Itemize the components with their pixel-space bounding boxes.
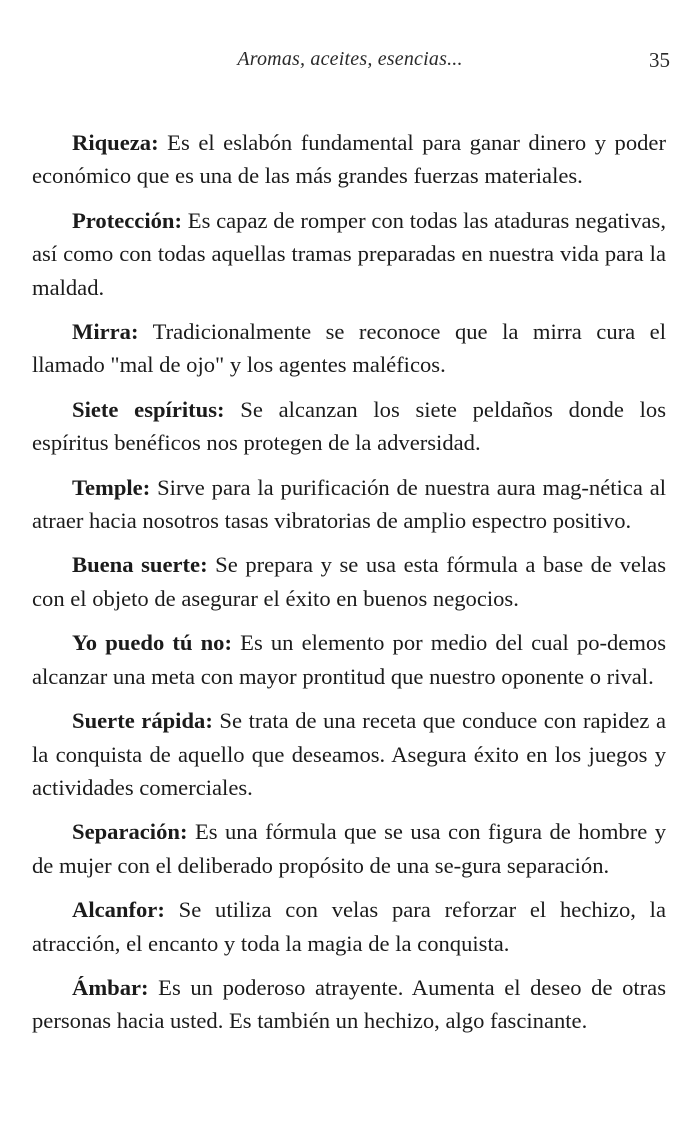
entry-temple xyxy=(32,471,666,538)
entry-text: Se alcanzan los siete peldaños donde los espíritus benéficos nos protegen de la adversidad. xyxy=(32,396,666,456)
entry-siete-espiritus xyxy=(32,393,666,460)
entry-term: Mirra: xyxy=(72,319,139,345)
entry-term: Siete espíritus: xyxy=(72,396,225,422)
entry-term: Riqueza: xyxy=(72,130,159,155)
running-head xyxy=(0,48,700,74)
entry-term: Alcanfor: xyxy=(72,897,165,923)
entry-text: Se utiliza con velas para reforzar el hechizo, la atracción, el encanto y toda la magia de la conquista. xyxy=(32,897,666,956)
entry-term: Protección: xyxy=(72,207,182,233)
entry-text: Se prepara y se usa esta fórmula a base de velas con el objeto de asegurar el éxito en buenos negocios. xyxy=(32,552,666,611)
page-number: 35 xyxy=(649,48,670,72)
entry-proteccion xyxy=(32,204,666,304)
entry-term: Yo puedo tú no: xyxy=(72,630,233,656)
entry-text: Es un elemento por medio del cual po-demos alcanzar una meta con mayor prontitud que nuestro oponente o rival. xyxy=(32,630,667,689)
entry-buena-suerte xyxy=(32,548,666,615)
entry-riqueza xyxy=(32,126,666,193)
entry-alcanfor xyxy=(32,893,666,960)
running-title: Aromas, aceites, esencias... xyxy=(237,48,463,70)
entry-text: Es una fórmula que se usa con figura de hombre y de mujer con el deliberado propósito de una se-gura separación. xyxy=(32,819,666,878)
entry-text: Es un poderoso atrayente. Aumenta el deseo de otras personas hacia usted. Es también un hechizo, algo fascinante. xyxy=(32,974,666,1034)
entry-text: Sirve para la purificación de nuestra aura mag-nética al atraer hacia nosotros tasas vibratorias de amplio espectro positivo. xyxy=(32,474,667,534)
entry-term: Ámbar: xyxy=(72,974,149,1000)
entry-ambar xyxy=(32,971,666,1038)
entry-term: Suerte rápida: xyxy=(72,708,213,734)
entry-term: Temple: xyxy=(72,474,151,500)
entry-separacion xyxy=(32,815,666,882)
entry-mirra xyxy=(32,315,666,382)
entry-term: Buena suerte: xyxy=(72,552,208,578)
glossary-entries xyxy=(32,126,666,1049)
entry-text: Se trata de una receta que conduce con rapidez a la conquista de aquello que deseamos. Asegura éxito en los juegos y actividades comerciales. xyxy=(32,708,667,800)
entry-yo-puedo-tu-no xyxy=(32,626,666,693)
entry-text: Es el eslabón fundamental para ganar dinero y poder económico que es una de las más grandes fuerzas materiales. xyxy=(32,130,666,189)
entry-suerte-rapida xyxy=(32,704,666,804)
entry-text: Tradicionalmente se reconoce que la mirra cura el llamado "mal de ojo" y los agentes maléficos. xyxy=(32,319,666,378)
entry-text: Es capaz de romper con todas las ataduras negativas, así como con todas aquellas tramas preparadas en nuestra vida para la maldad. xyxy=(32,207,666,300)
entry-term: Separación: xyxy=(72,819,188,845)
